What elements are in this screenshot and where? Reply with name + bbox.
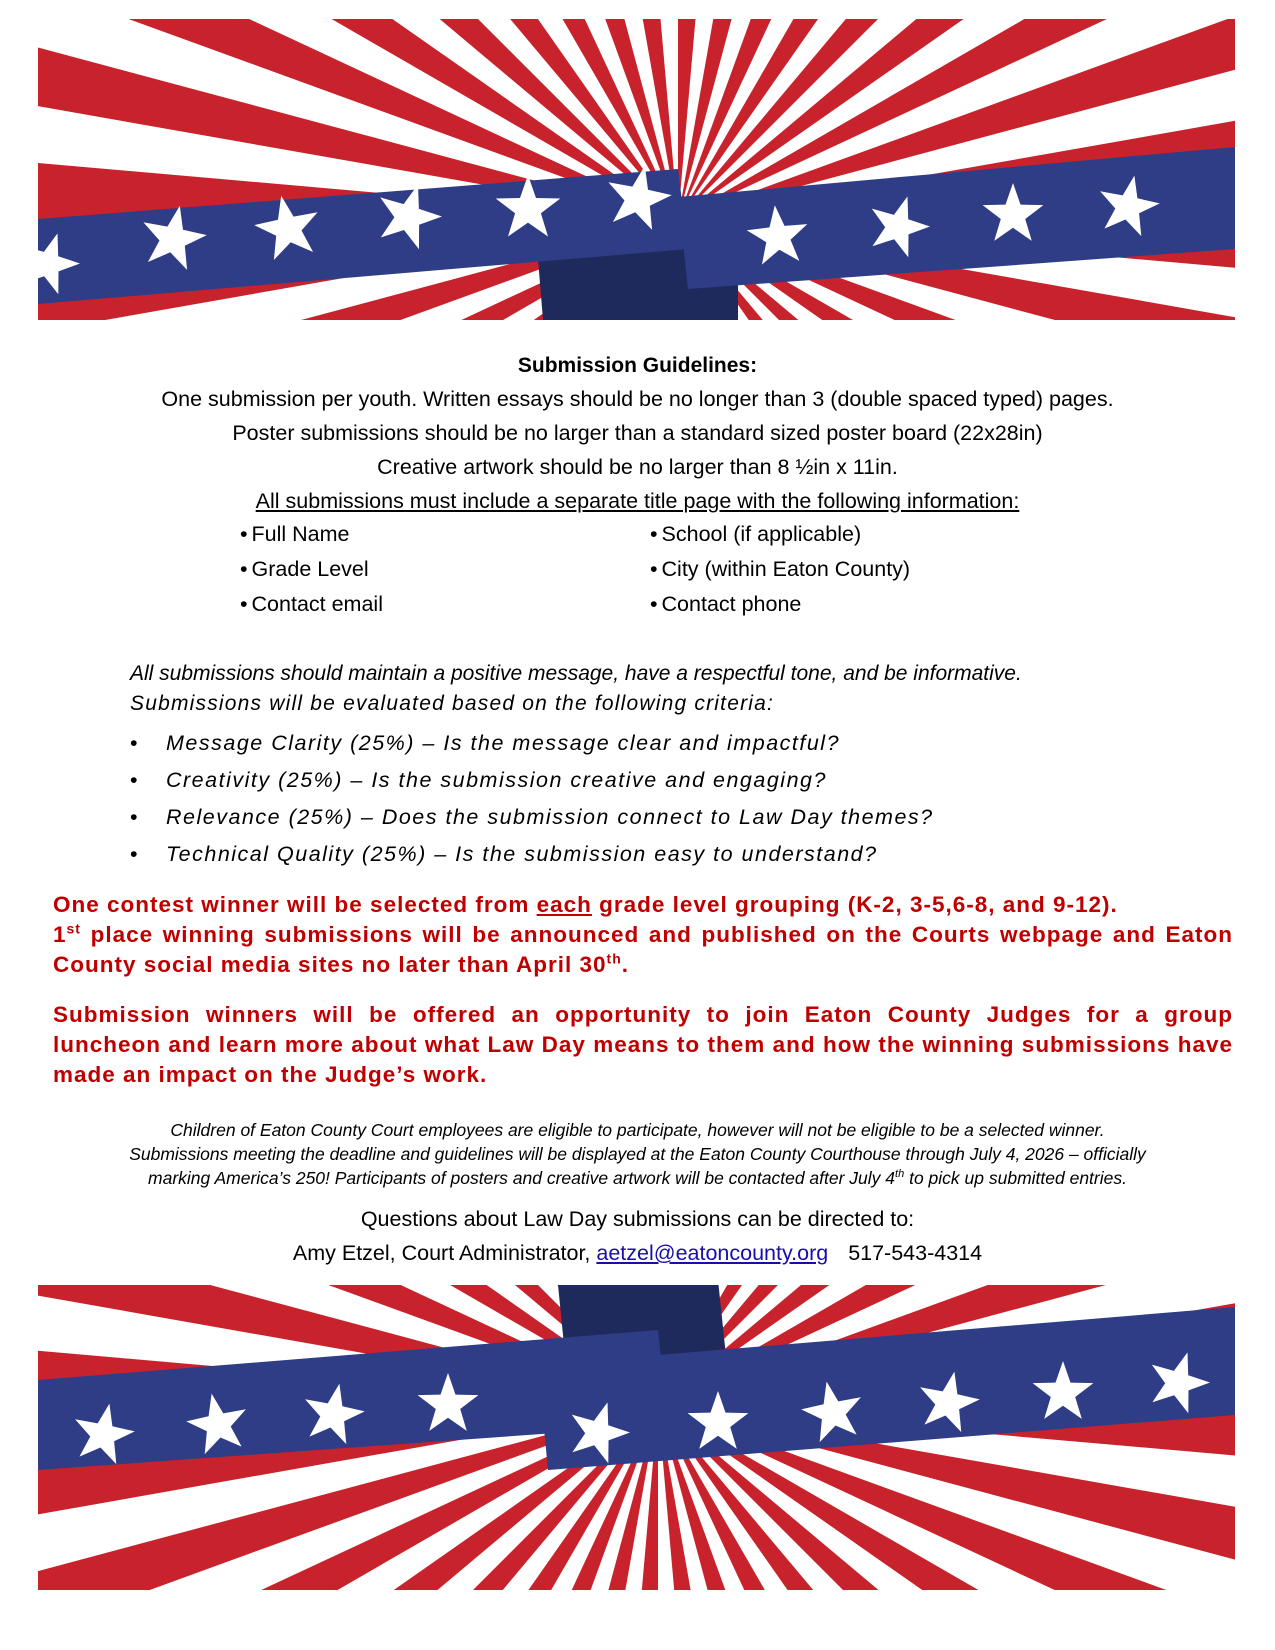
criteria-item: • Message Clarity (25%) – Is the message clear and impactful? [130,725,934,762]
winner-text: . [621,952,630,977]
guideline-poster: Poster submissions should be no larger than a standard sized poster board (22x28in) [232,421,1043,445]
fine-print [0,1118,1275,1190]
fine-print-line2: Submissions meeting the deadline and guidelines will be displayed at the Eaton County Courthouse through July 4, 2026 – officially [129,1144,1146,1164]
criteria-item: • Technical Quality (25%) – Is the submission easy to understand? [130,836,934,873]
fine-print-line3 [0,1166,1275,1190]
winner-text-each: each [536,892,592,917]
fine-print-line1: Children of Eaton County Court employees are eligible to participate, however will not be eligible to be a selected winner. [170,1120,1105,1140]
criteria-intro-line2: Submissions will be evaluated based on the following criteria: [130,692,775,715]
fine-text: to pick up submitted entries. [904,1168,1127,1188]
criteria-intro-line1: All submissions should maintain a positive message, have a respectful tone, and be informative. [130,662,1022,685]
winner-text: place winning submissions will be announced and published on the Courts webpage and Eaton County social media sites no later than April 30 [53,922,1233,977]
required-info-left [240,517,383,622]
required-info-right [650,517,910,622]
winner-text: One contest winner will be selected from [53,892,537,917]
contact-name: Amy Etzel, Court Administrator, [292,1241,597,1265]
luncheon-notice: Submission winners will be offered an opportunity to join Eaton County Judges for a group luncheon and learn more about what Law Day means to them and how the winning submissions have made an impact on the Judge’s work. [53,1002,1233,1087]
top-patriotic-banner [38,19,1235,320]
ordinal-suffix: th [895,1168,905,1181]
criteria-list [130,725,934,873]
ordinal-suffix: st [66,920,81,937]
criteria-intro [130,659,1022,719]
fine-text: marking America’s 250! Participants of posters and creative artwork will be contacted after July 4 [148,1168,896,1188]
guidelines-title: Submission Guidelines: [517,354,758,377]
req-contact-email: • Contact email [240,587,383,622]
req-school: • School (if applicable) [650,517,910,552]
req-contact-phone: • Contact phone [650,587,910,622]
title-page-requirement: All submissions must include a separate title page with the following information: [255,489,1020,513]
guideline-essay: One submission per youth. Written essays should be no longer than 3 (double spaced typed) pages. [161,387,1114,411]
guideline-artwork: Creative artwork should be no larger than 8 ½in x 11in. [377,455,898,479]
criteria-item: • Creativity (25%) – Is the submission creative and engaging? [130,762,934,799]
ordinal-suffix: th [606,950,622,967]
contact-heading: Questions about Law Day submissions can be directed to: [360,1207,915,1231]
winner-selection-notice [53,890,1233,980]
winner-text: 1 [53,922,67,947]
winner-text: grade level grouping (K-2, 3-5,6-8, and 9-12). [591,892,1118,917]
req-full-name: • Full Name [240,517,383,552]
bottom-patriotic-banner [38,1285,1235,1590]
req-city: • City (within Eaton County) [650,552,910,587]
contact-email-link[interactable]: aetzel@eatoncounty.org [596,1241,829,1265]
contact-details [0,1236,1275,1270]
criteria-item: • Relevance (25%) – Does the submission connect to Law Day themes? [130,799,934,836]
req-grade-level: • Grade Level [240,552,383,587]
contact-phone: 517-543-4314 [848,1241,983,1265]
